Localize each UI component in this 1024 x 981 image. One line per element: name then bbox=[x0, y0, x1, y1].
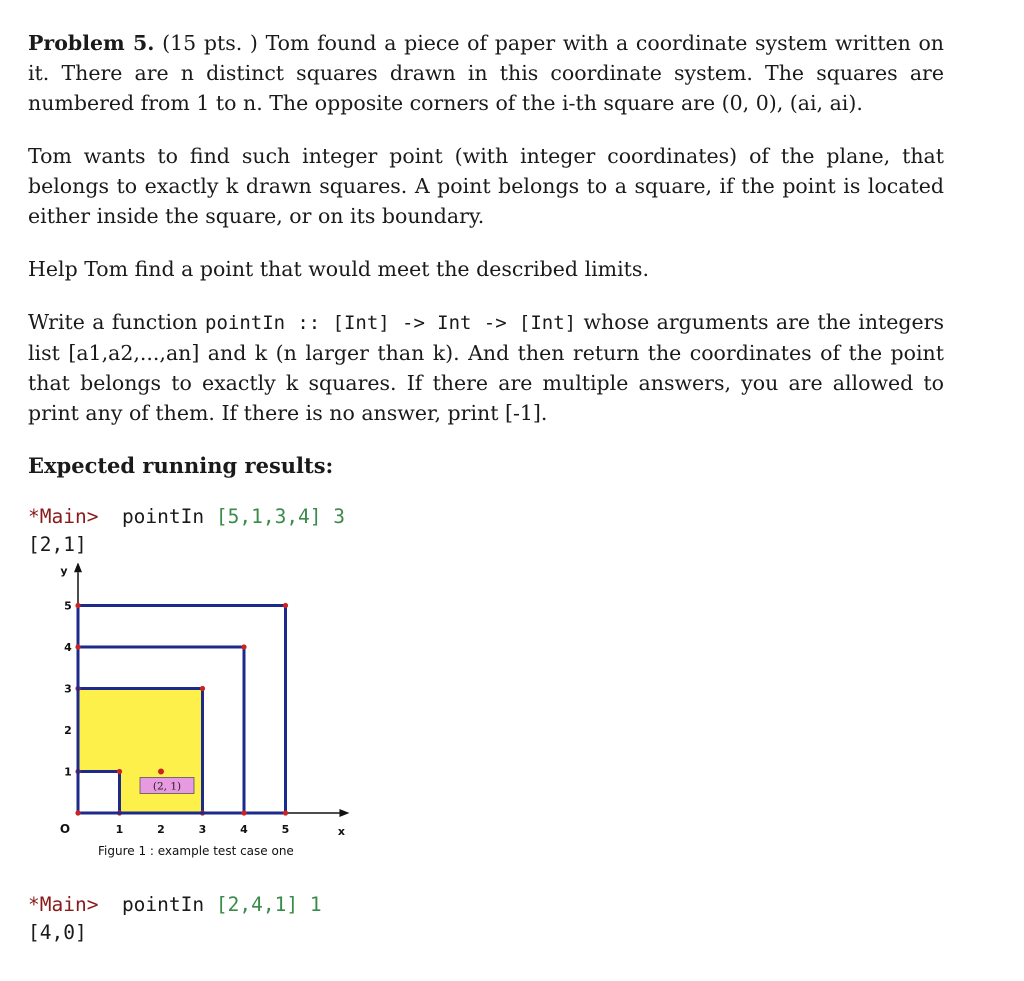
function-call: pointIn bbox=[121, 893, 205, 916]
argument-list: [2,4,1] bbox=[215, 893, 299, 916]
corner-point bbox=[117, 769, 122, 774]
origin-label: O bbox=[59, 822, 71, 836]
y-tick-label: 3 bbox=[64, 682, 72, 696]
corner-point bbox=[283, 603, 288, 608]
function-description: whose arguments are the integers list [a1,a2,...,an] and k (n larger than k). And then return the coordinates of the point that belongs to exactly k squares. If there are multiple answers, you are allowed to print any of them. If there is no answer, print [-1]. bbox=[28, 310, 944, 425]
problem-paragraph-2: Tom wants to find such integer point (with integer coordinates) of the plane, that belongs to exactly k drawn squares. A point belongs to a square, if the point is located either inside the square, or on its boundary. bbox=[28, 144, 944, 228]
y-tick-label: 1 bbox=[64, 765, 72, 779]
y-axis-label: y bbox=[60, 564, 68, 578]
y-tick-label: 4 bbox=[64, 641, 72, 654]
problem-intro bbox=[28, 28, 944, 118]
problem-paragraph-3: Help Tom find a point that would meet the described limits. bbox=[28, 257, 649, 281]
x-axis-point bbox=[283, 810, 288, 815]
example-2-result: [4,0] bbox=[28, 921, 87, 944]
problem-points: (15 pts. ) bbox=[162, 31, 258, 55]
example-1 bbox=[28, 503, 944, 559]
corner-point bbox=[241, 644, 246, 649]
problem-paragraph-4 bbox=[28, 307, 944, 428]
x-tick-label: 5 bbox=[281, 823, 290, 836]
function-signature: pointIn :: [Int] -> Int -> [Int] bbox=[205, 312, 577, 334]
example-1-command bbox=[28, 503, 944, 531]
example-2-command bbox=[28, 891, 944, 919]
square-plot bbox=[28, 563, 388, 853]
argument-k: 1 bbox=[309, 893, 322, 916]
problem-label: Problem 5. bbox=[28, 31, 155, 55]
y-axis-point bbox=[75, 644, 80, 649]
square-2 bbox=[78, 772, 120, 814]
x-axis-point bbox=[241, 810, 246, 815]
corner-point bbox=[200, 686, 205, 691]
expected-results-heading: Expected running results: bbox=[28, 453, 334, 478]
y-axis-point bbox=[75, 603, 80, 608]
answer-point-label: (2, 1) bbox=[152, 780, 182, 793]
y-tick-label: 2 bbox=[64, 724, 72, 737]
x-tick-label: 4 bbox=[240, 823, 248, 836]
y-axis-arrow bbox=[74, 563, 82, 572]
answer-point bbox=[158, 769, 164, 775]
x-tick-label: 2 bbox=[157, 823, 165, 836]
argument-list: [5,1,3,4] bbox=[215, 505, 322, 528]
figure-caption: Figure 1 : example test case one bbox=[98, 844, 294, 858]
highlight-region bbox=[78, 689, 203, 814]
y-tick-label: 5 bbox=[64, 599, 72, 613]
example-1-result: [2,1] bbox=[28, 533, 87, 556]
function-intro: Write a function bbox=[28, 310, 198, 334]
x-axis-arrow bbox=[339, 809, 349, 817]
repl-prompt: *Main> bbox=[28, 893, 99, 916]
x-tick-label: 3 bbox=[198, 823, 207, 836]
repl-prompt: *Main> bbox=[28, 505, 99, 528]
figure-1 bbox=[28, 563, 388, 873]
x-axis-label: x bbox=[337, 825, 346, 838]
argument-k: 3 bbox=[333, 505, 346, 528]
function-call: pointIn bbox=[121, 505, 205, 528]
origin-point bbox=[75, 810, 80, 815]
example-2 bbox=[28, 891, 944, 947]
x-tick-label: 1 bbox=[115, 823, 124, 836]
problem-document bbox=[28, 28, 944, 947]
problem-intro-text: Tom found a piece of paper with a coordinate system written on it. There are n distinct squares drawn in this coordinate system. The squares are numbered from 1 to n. The opposite corners of the i-th square are (0, 0), (ai, ai). bbox=[28, 31, 944, 115]
